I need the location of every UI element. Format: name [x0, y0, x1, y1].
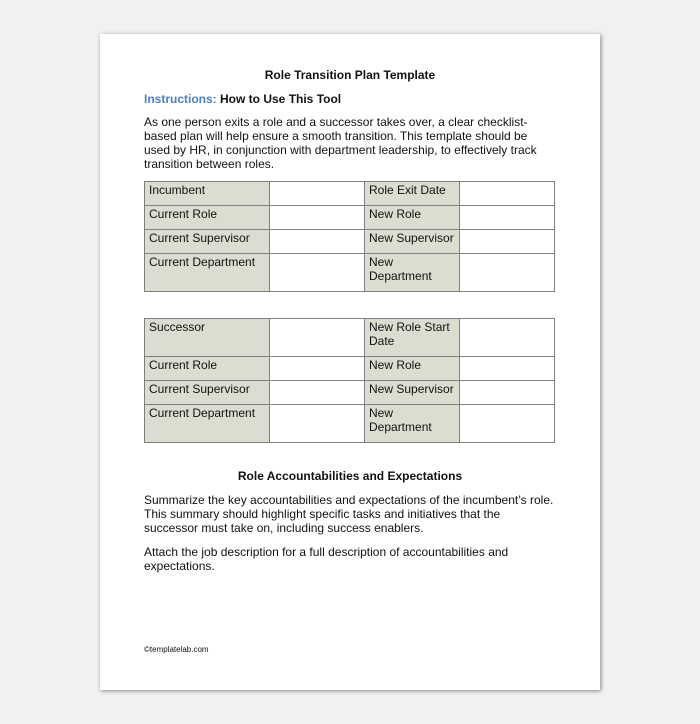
current-department-value-cell[interactable]	[270, 254, 365, 292]
incumbent-table	[144, 181, 555, 292]
footer-credit: ©templatelab.com	[144, 645, 209, 654]
document-title: Role Transition Plan Template	[264, 68, 436, 82]
new-role-label: New Role	[365, 206, 460, 230]
current-department-value-cell[interactable]	[270, 405, 365, 443]
new-supervisor-label: New Supervisor	[365, 230, 460, 254]
role-exit-date-value-cell[interactable]	[460, 182, 555, 206]
table-row	[145, 405, 555, 443]
new-role-value-cell[interactable]	[460, 357, 555, 381]
new-role-label: New Role	[365, 357, 460, 381]
current-supervisor-value-cell[interactable]	[270, 230, 365, 254]
current-supervisor-label: Current Supervisor	[145, 381, 270, 405]
incumbent-label: Incumbent	[145, 182, 270, 206]
current-role-value-cell[interactable]	[270, 357, 365, 381]
table-row	[145, 254, 555, 292]
successor-value-cell[interactable]	[270, 319, 365, 357]
current-department-label: Current Department	[145, 254, 270, 292]
instructions-heading-text: How to Use This Tool	[220, 92, 342, 106]
current-role-label: Current Role	[145, 206, 270, 230]
table-row	[145, 182, 555, 206]
current-role-value-cell[interactable]	[270, 206, 365, 230]
accountabilities-summary-text: Summarize the key accountabilities and expectations of the incumbent’s role. This summary should highlight specific tasks and initiatives that the successor must take on, including success enablers.	[144, 493, 554, 535]
table-row	[145, 381, 555, 405]
new-department-label: New Department	[365, 405, 460, 443]
new-role-start-date-value-cell[interactable]	[460, 319, 555, 357]
new-supervisor-value-cell[interactable]	[460, 230, 555, 254]
new-role-start-date-label: New Role Start Date	[365, 319, 460, 357]
table-row	[145, 230, 555, 254]
table-row	[145, 357, 555, 381]
table-row	[145, 319, 555, 357]
instructions-label: Instructions:	[144, 92, 217, 106]
instructions-body: As one person exits a role and a successor takes over, a clear checklist-based plan will help ensure a smooth transition. This template should be used by HR, in conjunction with department leadership, to effectively track transition between roles.	[144, 115, 537, 171]
table-row	[145, 206, 555, 230]
new-supervisor-value-cell[interactable]	[460, 381, 555, 405]
new-supervisor-label: New Supervisor	[365, 381, 460, 405]
current-supervisor-value-cell[interactable]	[270, 381, 365, 405]
successor-table	[144, 318, 555, 443]
new-department-label: New Department	[365, 254, 460, 292]
job-description-note: Attach the job description for a full description of accountabilities and expectations.	[144, 545, 509, 573]
incumbent-value-cell[interactable]	[270, 182, 365, 206]
current-supervisor-label: Current Supervisor	[145, 230, 270, 254]
new-department-value-cell[interactable]	[460, 254, 555, 292]
accountabilities-heading: Role Accountabilities and Expectations	[237, 469, 463, 483]
role-exit-date-label: Role Exit Date	[365, 182, 460, 206]
document-page	[100, 34, 600, 690]
current-role-label: Current Role	[145, 357, 270, 381]
new-role-value-cell[interactable]	[460, 206, 555, 230]
current-department-label: Current Department	[145, 405, 270, 443]
successor-label: Successor	[145, 319, 270, 357]
instructions-heading	[144, 92, 341, 106]
new-department-value-cell[interactable]	[460, 405, 555, 443]
